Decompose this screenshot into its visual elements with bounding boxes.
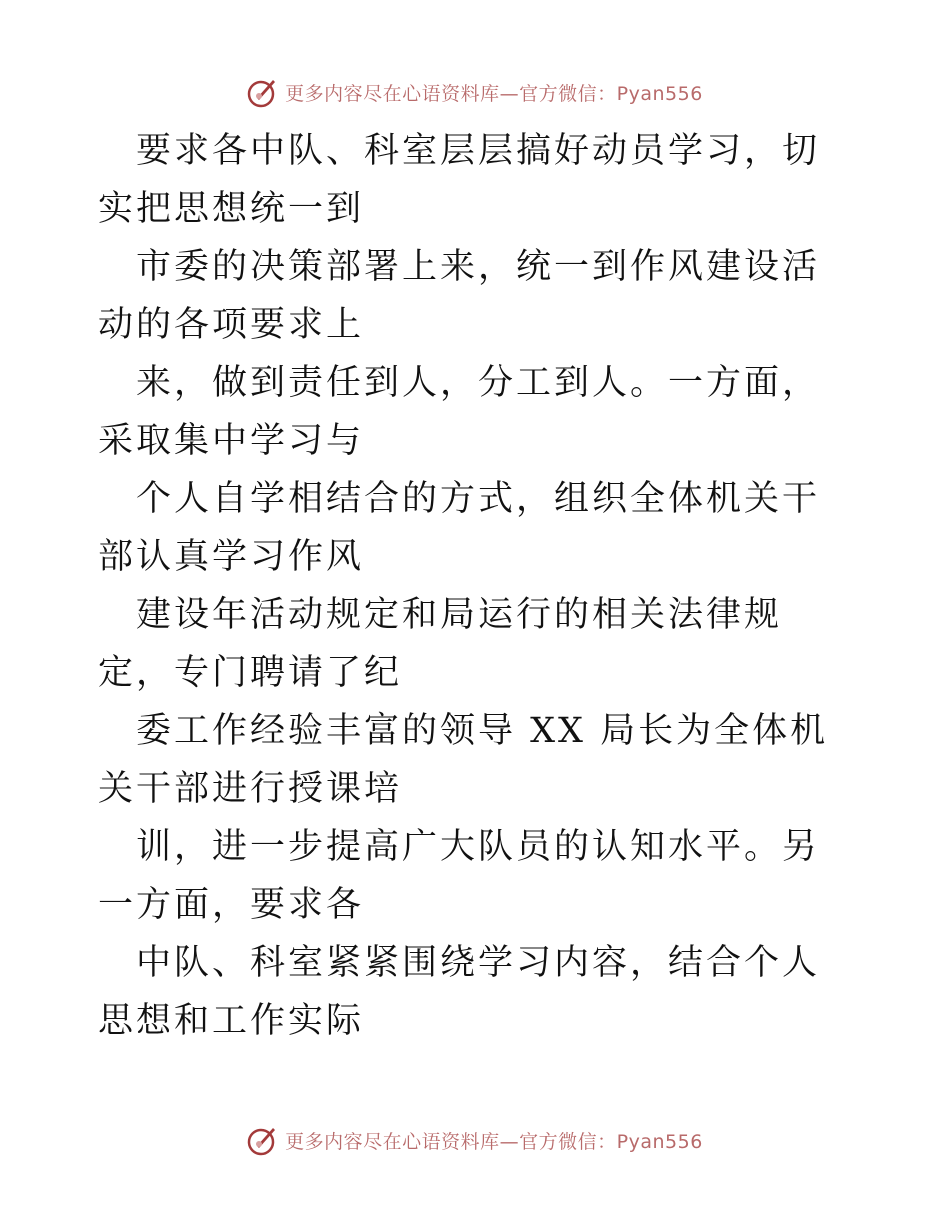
paragraph-6: 委工作经验丰富的领导 XX 局长为全体机关干部进行授课培 [98,711,829,809]
paragraph-4: 个人自学相结合的方式，组织全体机关干部认真学习作风 [98,479,821,577]
paragraph-5: 建设年活动规定和局运行的相关法律规定，专门聘请了纪 [98,595,783,693]
paragraph-2: 市委的决策部署上来，统一到作风建设活动的各项要求上 [98,247,821,345]
paragraph-8: 中队、科室紧紧围绕学习内容，结合个人思想和工作实际 [98,943,821,1041]
header-watermark [0,72,950,112]
paragraph-7: 训，进一步提高广大队员的认知水平。另一方面，要求各 [98,827,821,925]
document-body [98,122,854,1050]
footer-watermark [0,1120,950,1160]
paragraph-3: 来，做到责任到人，分工到人。一方面，采取集中学习与 [98,363,821,461]
watermark-text: 更多内容尽在心语资料库—官方微信：Pyan556 [285,1130,703,1153]
paragraph-1: 要求各中队、科室层层搞好动员学习，切实把思想统一到 [98,131,821,229]
quill-pen-logo-icon [247,76,279,108]
watermark-text: 更多内容尽在心语资料库—官方微信：Pyan556 [285,82,703,105]
quill-pen-logo-icon [247,1124,279,1156]
